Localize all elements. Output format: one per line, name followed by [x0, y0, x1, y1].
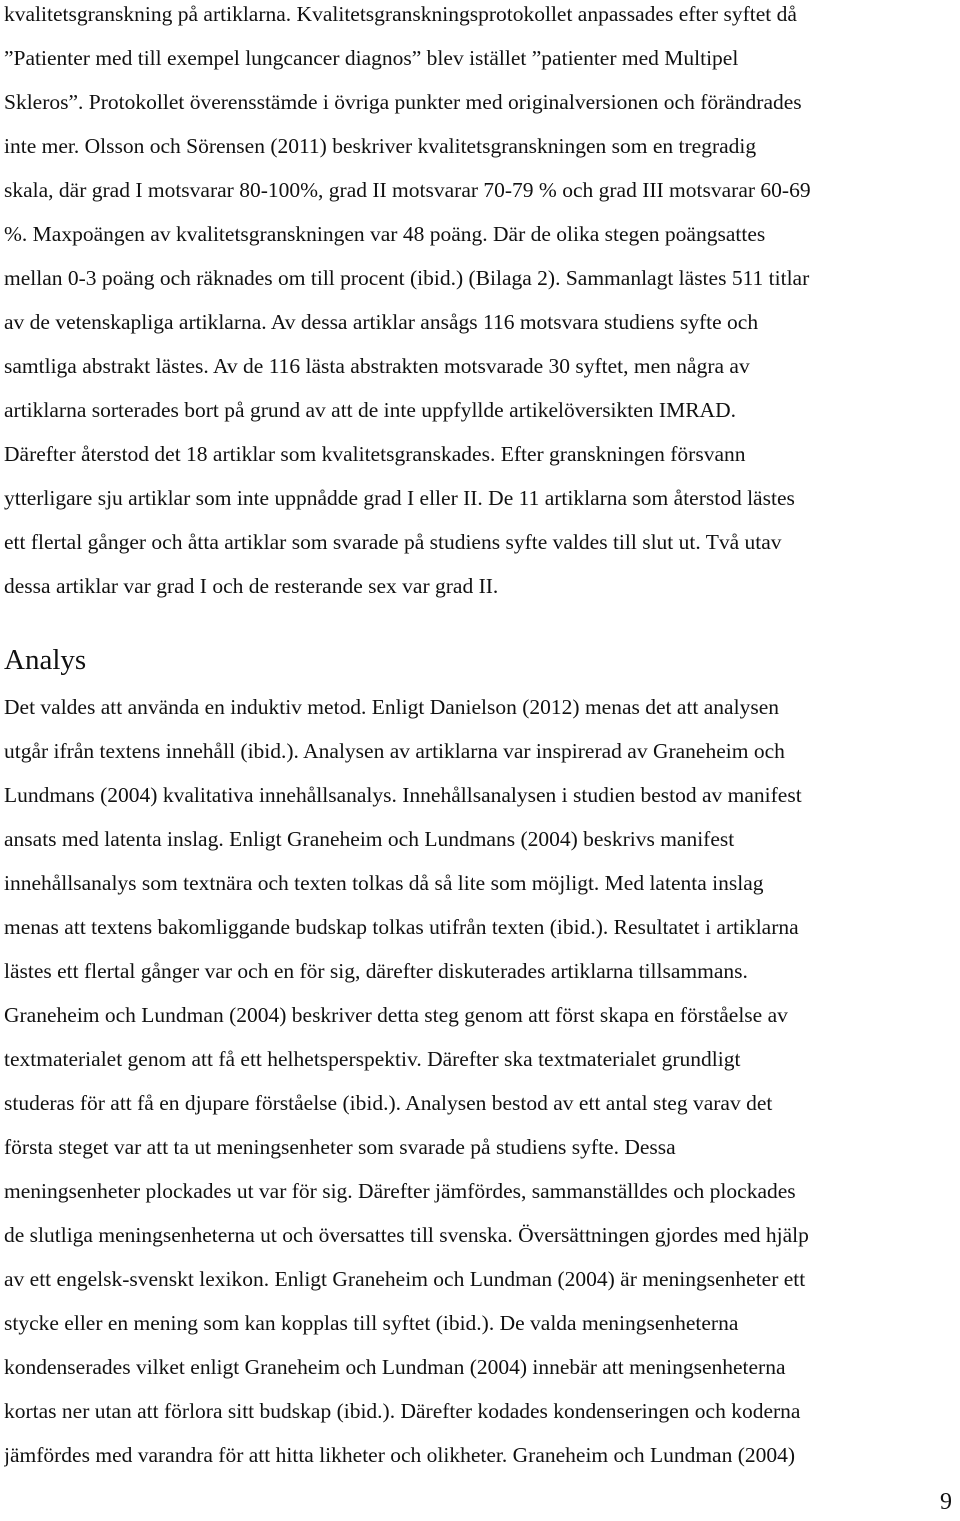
text-line: kondenserades vilket enligt Graneheim och Lundman (2004) innebär att meningsenheterna — [4, 1355, 786, 1379]
text-line: dessa artiklar var grad I och de resterande sex var grad II. — [4, 574, 499, 598]
text-line: stycke eller en mening som kan kopplas till syftet (ibid.). De valda meningsenheterna — [4, 1311, 739, 1335]
text-line: kvalitetsgranskning på artiklarna. Kvalitetsgranskningsprotokollet anpassades efter syftet då — [4, 2, 797, 26]
text-line: lästes ett flertal gånger var och en för sig, därefter diskuterades artiklarna tillsammans. — [4, 959, 748, 983]
analysis-paragraph — [4, 685, 956, 1477]
text-line: mellan 0-3 poäng och räknades om till procent (ibid.) (Bilaga 2). Sammanlagt lästes 511 titlar — [4, 266, 810, 290]
page-number: 9 — [940, 1489, 952, 1515]
text-line: de slutliga meningsenheterna ut och översattes till svenska. Översättningen gjordes med hjälp — [4, 1223, 809, 1247]
text-line: ansats med latenta inslag. Enligt Graneheim och Lundmans (2004) beskrivs manifest — [4, 827, 735, 851]
text-line: av de vetenskapliga artiklarna. Av dessa artiklar ansågs 116 motsvara studiens syfte och — [4, 310, 759, 334]
text-line: %. Maxpoängen av kvalitetsgranskningen var 48 poäng. Där de olika stegen poängsattes — [4, 222, 766, 246]
text-line: jämfördes med varandra för att hitta likheter och olikheter. Graneheim och Lundman (2004) — [4, 1443, 796, 1467]
text-line: samtliga abstrakt lästes. Av de 116 lästa abstrakten motsvarade 30 syftet, men några av — [4, 354, 750, 378]
text-line: innehållsanalys som textnära och texten tolkas då så lite som möjligt. Med latenta inslag — [4, 871, 764, 895]
section-heading: Analys — [4, 644, 87, 676]
text-line: meningsenheter plockades ut var för sig. Därefter jämfördes, sammanställdes och plockades — [4, 1179, 796, 1203]
text-line: ett flertal gånger och åtta artiklar som svarade på studiens syfte valdes till slut ut. Två utav — [4, 530, 782, 554]
text-line: inte mer. Olsson och Sörensen (2011) beskriver kvalitetsgranskningen som en tregradig — [4, 134, 757, 158]
text-line: artiklarna sorterades bort på grund av att de inte uppfyllde artikelöversikten IMRAD. — [4, 398, 736, 422]
text-line: av ett engelsk-svenskt lexikon. Enligt Graneheim och Lundman (2004) är meningsenheter ett — [4, 1267, 806, 1291]
text-line: Det valdes att använda en induktiv metod. Enligt Danielson (2012) menas det att analysen — [4, 695, 779, 719]
text-line: skala, där grad I motsvarar 80-100%, grad II motsvarar 70-79 % och grad III motsvarar 60-69 — [4, 178, 811, 202]
text-line: ytterligare sju artiklar som inte uppnådde grad I eller II. De 11 artiklarna som återstod lästes — [4, 486, 795, 510]
text-line: Graneheim och Lundman (2004) beskriver detta steg genom att först skapa en förståelse av — [4, 1003, 788, 1027]
text-line: Lundmans (2004) kvalitativa innehållsanalys. Innehållsanalysen i studien bestod av manifest — [4, 783, 802, 807]
text-line: Skleros”. Protokollet överensstämde i övriga punkter med originalversionen och förändrades — [4, 90, 802, 114]
text-line: studeras för att få en djupare förståelse (ibid.). Analysen bestod av ett antal steg varav det — [4, 1091, 773, 1115]
text-line: första steget var att ta ut meningsenheter som svarade på studiens syfte. Dessa — [4, 1135, 676, 1159]
text-line: textmaterialet genom att få ett helhetsperspektiv. Därefter ska textmaterialet grundligt — [4, 1047, 741, 1071]
text-line: utgår ifrån textens innehåll (ibid.). Analysen av artiklarna var inspirerad av Graneheim och — [4, 739, 785, 763]
text-line: kortas ner utan att förlora sitt budskap (ibid.). Därefter kodades kondenseringen och koderna — [4, 1399, 801, 1423]
text-line: menas att textens bakomliggande budskap tolkas utifrån texten (ibid.). Resultatet i artiklarna — [4, 915, 799, 939]
method-paragraph — [4, 0, 956, 608]
text-line: ”Patienter med till exempel lungcancer diagnos” blev istället ”patienter med Multipel — [4, 46, 739, 70]
text-line: Därefter återstod det 18 artiklar som kvalitetsgranskades. Efter granskningen försvann — [4, 442, 746, 466]
